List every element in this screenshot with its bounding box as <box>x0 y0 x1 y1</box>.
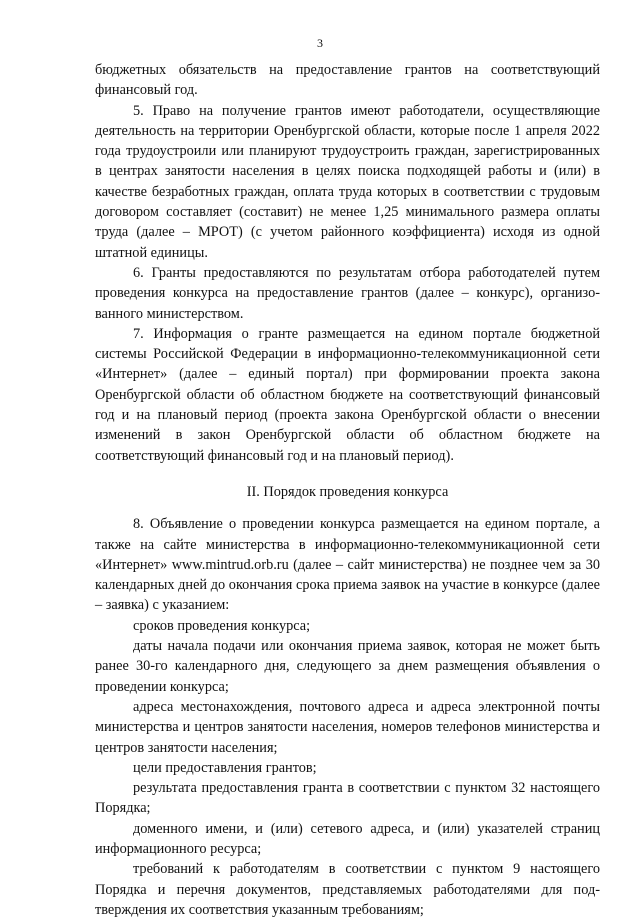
list-item: доменного имени, и (или) сетевого адреса, и (или) указателей страниц информационного ресурса; <box>95 820 600 857</box>
list-item: результата предоставления гранта в соответствии с пунктом 32 настоящего Порядка; <box>95 780 600 817</box>
paragraph-6: 6. Гранты предоставляются по результатам отбора работодателей путем проведения конкурса на предоставление грантов (далее – конкурс), организованного министерством. <box>95 264 600 322</box>
paragraph-8: 8. Объявление о проведении конкурса размещается на едином портале, а также на сайте министерства в информационно-телекоммуникационной сети «Интернет» www.mintrud.orb.ru (далее – сайт министерства) не позднее чем за 30 календарных дней до окончания срока приема заявок на участие в конкурсе (далее – заявка) с указанием: <box>95 516 600 614</box>
paragraph-5: 5. Право на получение грантов имеют работодатели, осуществляющие деятельность на территории Оренбургской области, которые после 1 апреля 2022 года трудоустроили или планируют трудоустроить граждан, зарегистрированных в центрах занятости населения в целях поиска подходящей работы и (или) в качестве безработных граждан, оплата труда которых в соответствии с трудовым договором составляет (составит) не менее 1,25 минимального размера оплаты труда (далее – МРОТ) (с учетом районного коэффициента) исходя из одной штатной единицы. <box>95 102 600 261</box>
list-item: адреса местонахождения, почтового адреса и адреса электронной почты министерства и центров занятости населения, номеров телефонов министерства и центров занятости населения; <box>95 698 600 756</box>
list-item: цели предоставления грантов; <box>133 759 317 776</box>
list-item: даты начала подачи или окончания приема заявок, которая не может быть ранее 30-го календарного дня, следующего за днем размещения объявления о проведении конкурса; <box>95 638 600 695</box>
document-body <box>95 60 600 920</box>
page-number: 3 <box>317 36 323 50</box>
list-item: требований к работодателям в соответствии с пунктом 9 настоящего Порядка и перечня документов, представляемых работодателями для подтверждения их соответствия указанным требованиям; <box>95 861 600 918</box>
paragraph-7: 7. Информация о гранте размещается на едином портале бюджетной системы Российской Федерации в информационно-телекоммуникационной сети «Интернет» (далее – единый портал) при формировании проекта закона Оренбургской области об областном бюджете на соответствующий финансовый год и на плановый период (проекта закона Оренбургской области о внесении изменений в закон Оренбургской области об областном бюджете на соответствующий финансовый год и на плановый период). <box>95 325 600 464</box>
section-heading: II. Порядок проведения конкурса <box>246 483 449 500</box>
paragraph-continuation: бюджетных обязательств на предоставление грантов на соответствующий финансовый год. <box>95 62 600 99</box>
list-item: сроков проведения конкурса; <box>133 617 311 634</box>
